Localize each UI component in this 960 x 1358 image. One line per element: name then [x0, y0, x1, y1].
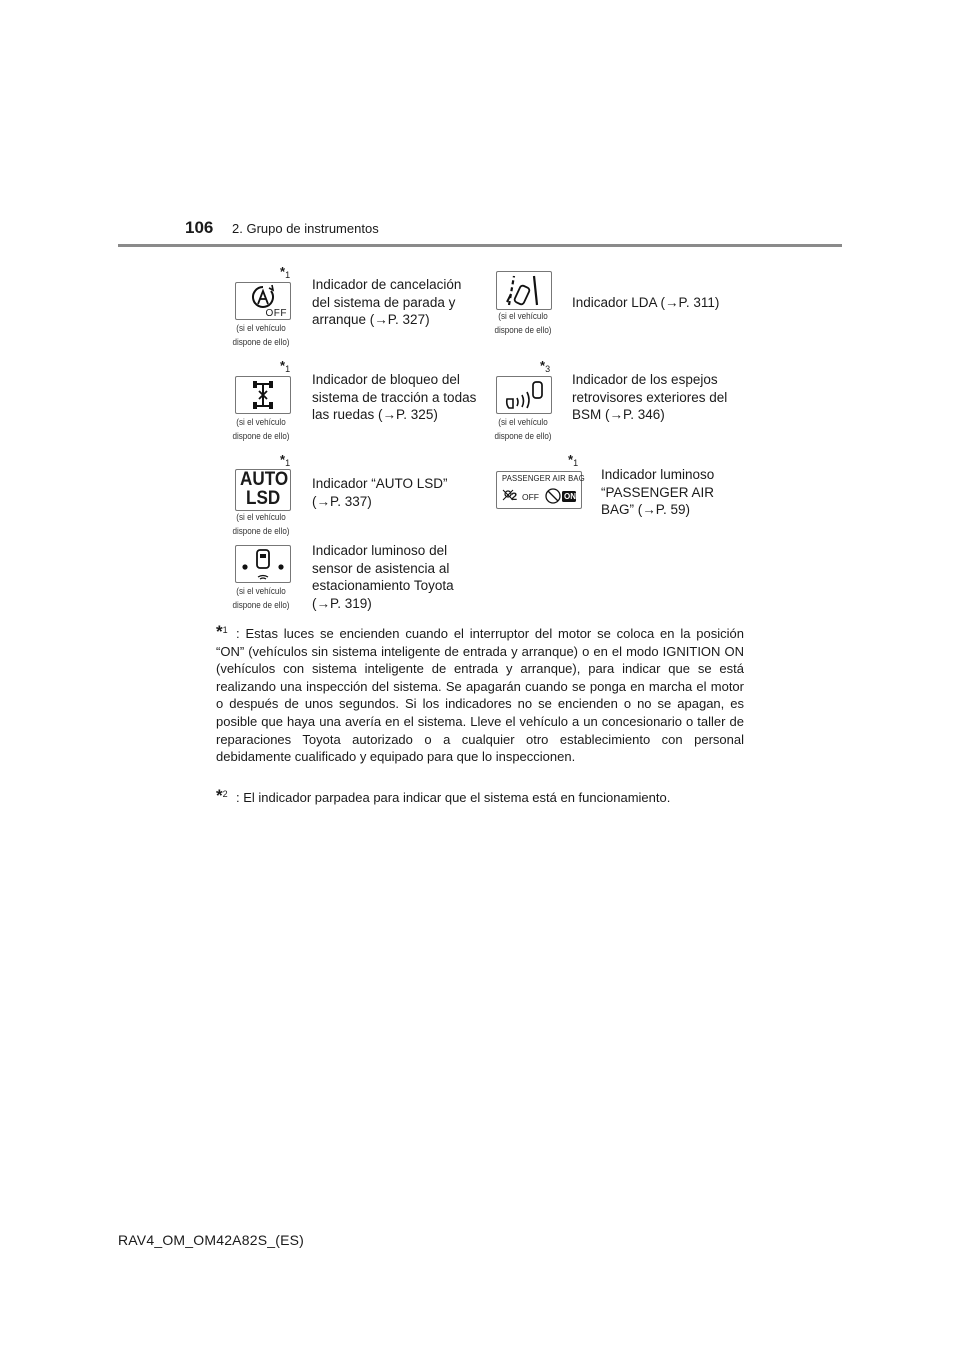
indicator-description: Indicador luminoso “PASSENGER AIR BAG” (→P. 59) — [601, 467, 715, 517]
footnote-mark: $*_1$ — [280, 452, 291, 468]
bsm-icon — [496, 376, 552, 414]
indicator-description: Indicador de cancelación del sistema de parada y arranque (→P. 327) — [312, 277, 462, 327]
section-title: 2. Grupo de instrumentos — [232, 221, 379, 236]
footnote-marker: $*_1$ — [216, 622, 228, 641]
indicator-description: Indicador de los espejos retrovisores exteriores del BSM (→P. 346) — [572, 372, 728, 422]
footnote-text: : El indicador parpadea para indicar que el sistema está en funcionamiento. — [236, 790, 671, 805]
header-rule — [118, 244, 842, 247]
indicator-description: Indicador LDA (→P. 311) — [572, 295, 720, 310]
parking-assist-icon — [235, 545, 291, 583]
footnote-mark: $*_3$ — [540, 358, 551, 374]
auto-lsd-text-auto: AUTO — [240, 469, 289, 490]
airbag-panel-label: PASSENGER AIR BAG — [502, 473, 585, 483]
document-code: RAV4_OM_OM42A82S_(ES) — [118, 1232, 305, 1248]
caption: (si el vehículo dispone de ello) — [232, 323, 290, 348]
footnote-text: : Estas luces se encienden cuando el interruptor del motor se coloca en la posición “ON” (vehículos sin sistema inteligente de entrada y arranque) o en el modo IGNITION ON (vehículos con sistema inteligente de entrada y arranque), para indicar que se está realizando una inspección del sistema. Se apagarán cuando se ponga en marcha el motor o después de unos segundos. Si los indicadores no se encienden o no se apagan, es posible que haya una avería en el sistema. Lleve el vehículo a un concesionario o taller de reparaciones Toyota autorizado o a cualquier otro establecimiento con personal debidamente cualificado y equipado para que lo inspeccionen. — [216, 626, 744, 765]
indicator-description: Indicador de bloqueo del sistema de tracción a todas las ruedas (→P. 325) — [312, 372, 477, 422]
auto-lsd-text-lsd: LSD — [246, 488, 281, 509]
footnote-mark: $*_1$ — [280, 358, 291, 374]
auto-lsd-icon — [235, 469, 291, 511]
passenger-airbag-icon — [496, 471, 585, 509]
page-number: 106 — [185, 218, 214, 237]
footnote-mark: $*_1$ — [280, 264, 291, 280]
caption: (si el vehículo dispone de ello) — [494, 311, 552, 336]
footnote-1 — [216, 622, 744, 766]
footnote-mark: $*_1$ — [568, 452, 579, 468]
caption: (si el vehículo dispone de ello) — [494, 417, 552, 442]
indicator-description: Indicador “AUTO LSD” (→P. 337) — [312, 476, 448, 509]
caption: (si el vehículo dispone de ello) — [232, 586, 290, 611]
caption: (si el vehículo dispone de ello) — [232, 417, 290, 442]
footnote-marker: $*_2$ — [216, 786, 228, 805]
airbag-seat-number: 2 — [511, 491, 518, 503]
airbag-on-label: ON — [564, 492, 576, 501]
indicator-description: Indicador luminoso del sensor de asistencia al estacionamiento Toyota (→P. 319) — [312, 543, 454, 611]
off-label: OFF — [265, 308, 287, 319]
footnote-2 — [216, 786, 756, 807]
awd-lock-icon — [235, 376, 291, 414]
stop-start-off-icon — [235, 282, 291, 320]
airbag-off-label: OFF — [522, 492, 539, 502]
lda-icon — [496, 271, 552, 310]
caption: (si el vehículo dispone de ello) — [232, 512, 290, 537]
